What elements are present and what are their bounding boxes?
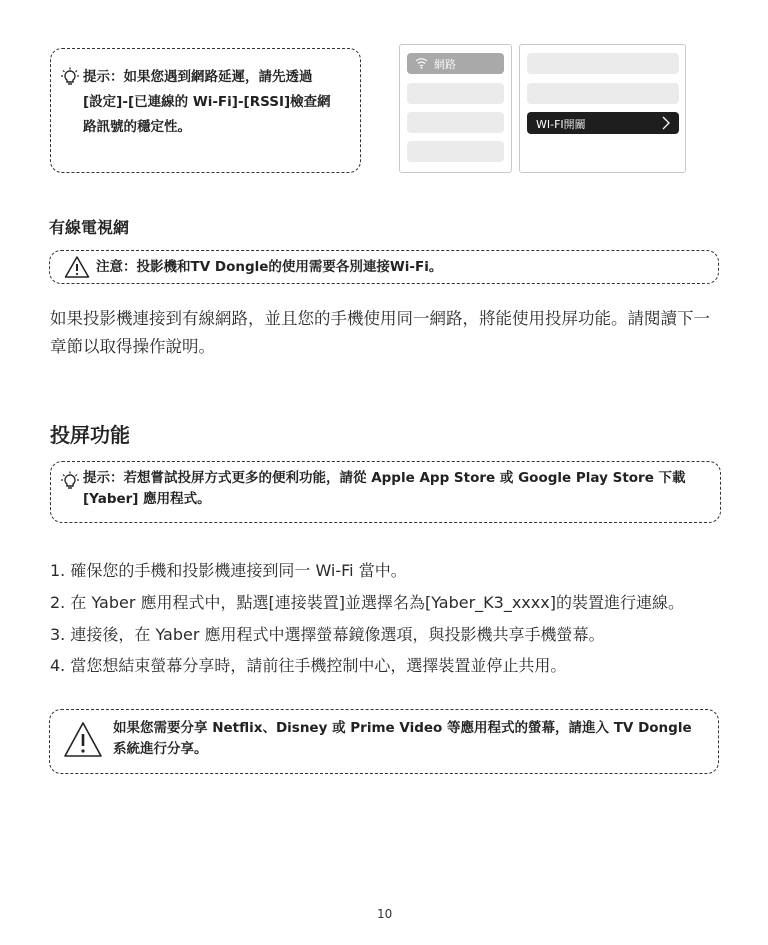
note-box-wifi [49, 250, 719, 284]
tip-text [83, 65, 353, 140]
menu-item-network [407, 53, 504, 74]
warning-line: 如果您需要分享 Netflix、Disney 或 Prime Video 等應用程式的螢幕，請進入 TV Dongle [113, 720, 692, 736]
step-item: 2. 在 Yaber 應用程式中，點選[連接裝置]並選擇名為[Yaber_K3_xxxx]的裝置進行連線。 [50, 593, 684, 612]
lightbulb-icon [60, 471, 80, 491]
tip-text [83, 468, 686, 510]
tip-label: 提示： [83, 69, 124, 85]
menu-item-placeholder [407, 112, 504, 133]
warning-text [113, 718, 692, 760]
tip-line: 路訊號的穩定性。 [83, 119, 191, 135]
note-content: 投影機和TV Dongle的使用需要各別連接Wi-Fi。 [136, 259, 443, 275]
wifi-toggle-item [527, 112, 679, 134]
page-number: 10 [377, 907, 393, 921]
warning-icon [64, 255, 90, 279]
mock-network-panel [519, 44, 686, 173]
tip-box-network-latency [50, 48, 361, 173]
mock-settings-menu [399, 44, 512, 173]
paragraph-line: 如果投影機連接到有線網路，並且您的手機使用同一網路，將能使用投屏功能。請閱讀下一 [50, 309, 710, 328]
lightbulb-icon [60, 67, 80, 87]
section-heading-wired: 有線電視網 [49, 218, 130, 237]
warning-box-streaming [49, 709, 719, 774]
menu-item-placeholder [407, 83, 504, 104]
tip-line: [設定]-[已連線的 Wi-Fi]-[RSSI]檢查網 [83, 94, 331, 110]
network-item-placeholder [527, 53, 679, 74]
step-item: 3. 連接後，在 Yaber 應用程式中選擇螢幕鏡像選項，與投影機共享手機螢幕。 [50, 625, 605, 644]
paragraph-line: 章節以取得操作說明。 [50, 337, 215, 356]
step-item: 4. 當您想結束螢幕分享時，請前往手機控制中心，選擇裝置並停止共用。 [50, 656, 567, 675]
chevron-right-icon [662, 116, 670, 130]
tip-label: 提示： [83, 470, 124, 486]
menu-item-network-label: 網路 [434, 58, 456, 71]
note-text [96, 255, 442, 280]
tip-line: 如果您遇到網路延遲，請先透過 [123, 69, 313, 85]
tip-box-app-download [50, 461, 721, 523]
tip-line: 若想嘗試投屏方式更多的便利功能，請從 Apple App Store 或 Google Play Store 下載 [123, 470, 686, 486]
menu-item-placeholder [407, 141, 504, 162]
wifi-toggle-label: WI-FI開關 [536, 118, 586, 131]
wifi-icon [415, 57, 428, 69]
note-label: 注意： [96, 259, 137, 275]
network-item-placeholder [527, 83, 679, 104]
warning-icon [63, 721, 103, 759]
step-item: 1. 確保您的手機和投影機連接到同一 Wi-Fi 當中。 [50, 561, 407, 580]
section-heading-casting: 投屏功能 [50, 423, 130, 447]
wired-paragraph [50, 305, 740, 361]
tip-line: [Yaber] 應用程式。 [83, 491, 211, 507]
warning-line: 系統進行分享。 [113, 741, 208, 757]
